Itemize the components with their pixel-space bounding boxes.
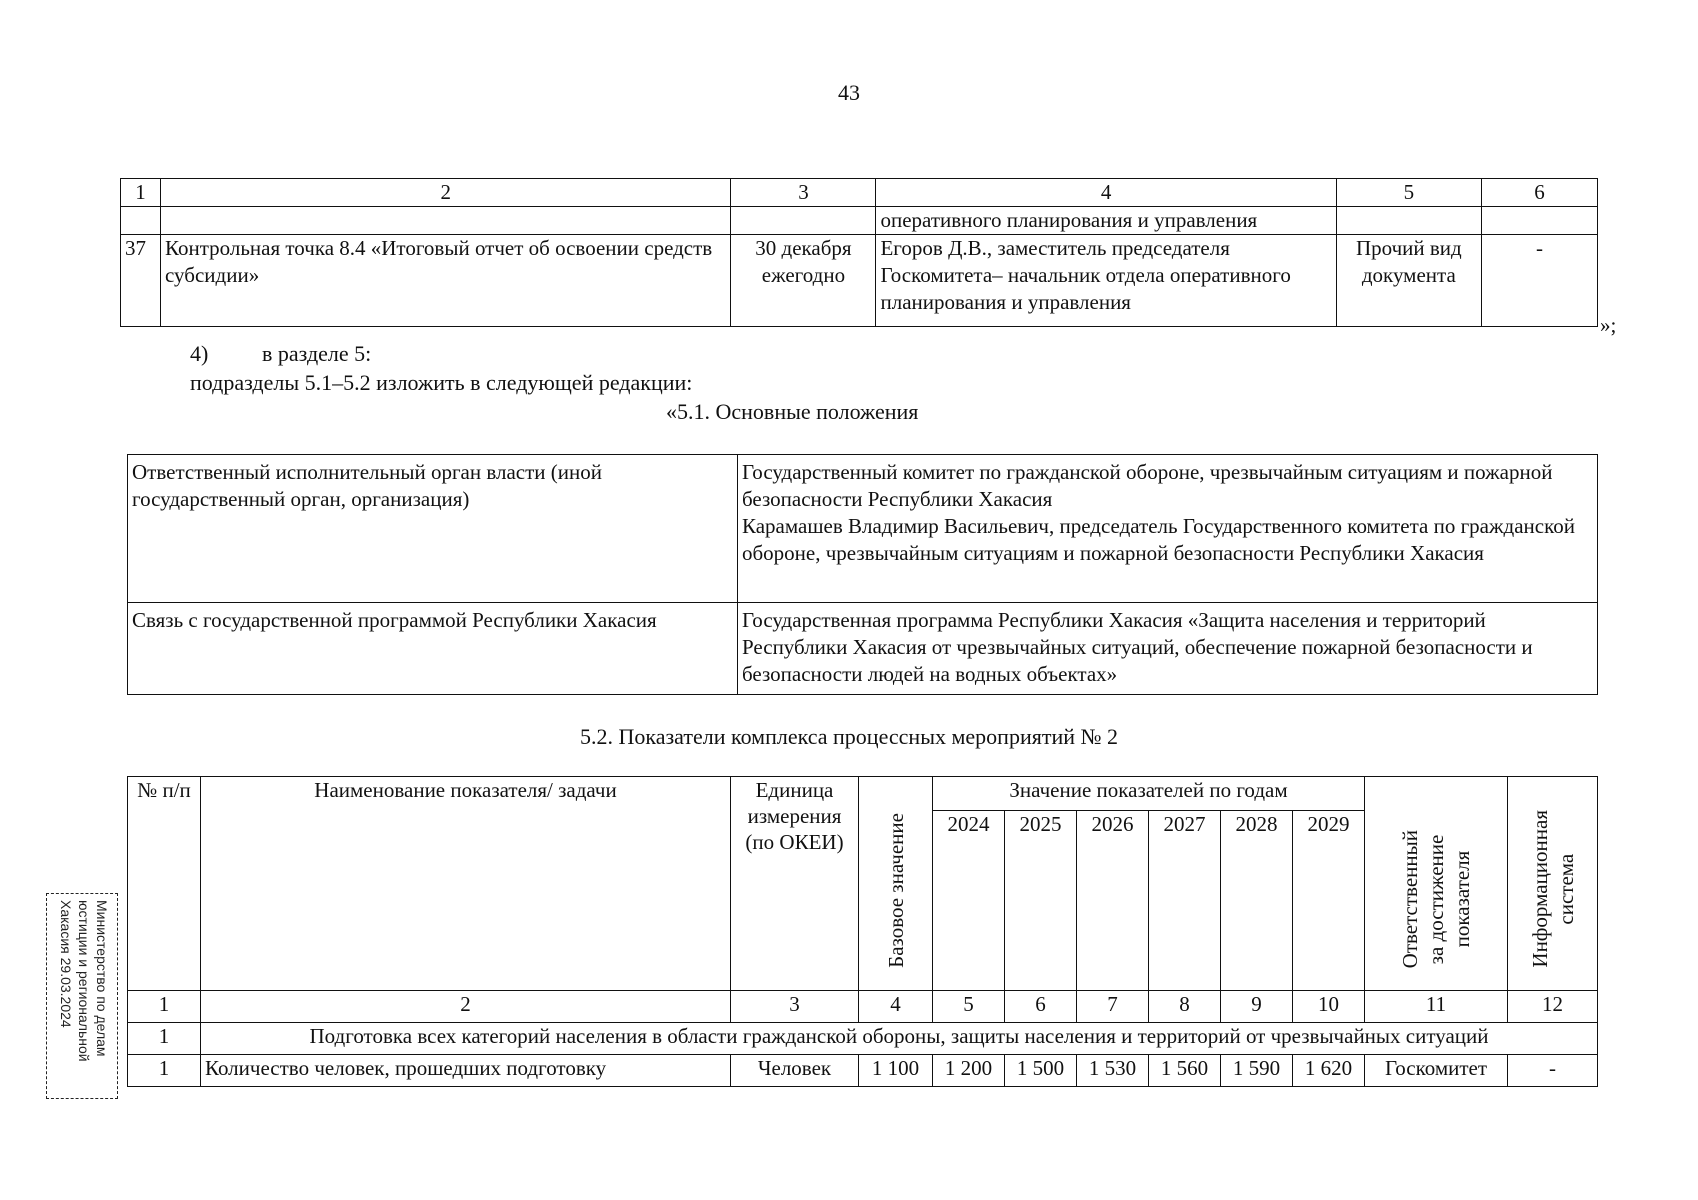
value-line: Карамашев Владимир Васильевич, председатель Государственного комитета по гражданской обороне, чрезвычайным ситуациям и пожарной безопасности Республики Хакасия — [742, 514, 1575, 565]
col-header-1: 1 — [121, 179, 161, 207]
table-row — [128, 603, 1598, 695]
task-text: Подготовка всех категорий населения в области гражданской обороны, защиты населения и территорий от чрезвычайных ситуаций — [201, 1023, 1598, 1055]
control-point-name: Контрольная точка 8.4 «Итоговый отчет об освоении средств субсидии» — [161, 235, 731, 327]
header-responsible-text: Ответственный за достижение показателя — [1398, 829, 1474, 968]
table-header-row — [128, 777, 1598, 811]
col-number: 1 — [128, 991, 201, 1023]
table-row — [128, 1055, 1598, 1087]
header-year: 2024 — [933, 811, 1005, 991]
header-base-value — [859, 777, 933, 991]
row-label: Связь с государственной программой Республики Хакасия — [128, 603, 738, 695]
value-line: Государственный комитет по гражданской обороне, чрезвычайным ситуациям и пожарной безопасности Республики Хакасия — [742, 460, 1553, 511]
section-title-5-1: «5.1. Основные положения — [666, 399, 919, 424]
header-year: 2026 — [1077, 811, 1149, 991]
control-point-responsible: Егоров Д.В., заместитель председателя Госкомитета– начальник отдела оперативного планирования и управления — [876, 235, 1336, 327]
indicator-base: 1 100 — [859, 1055, 933, 1087]
header-values-group: Значение показателей по годам — [933, 777, 1365, 811]
indicator-system: - — [1508, 1055, 1598, 1087]
indicator-value: 1 500 — [1005, 1055, 1077, 1087]
header-name: Наименование показателя/ задачи — [201, 777, 731, 991]
table-row — [128, 455, 1598, 603]
table-indicators — [127, 776, 1598, 1087]
column-number-row — [128, 991, 1598, 1023]
indicator-name: Количество человек, прошедших подготовку — [201, 1055, 731, 1087]
table-row — [121, 235, 1598, 327]
closing-quote: »; — [1600, 313, 1617, 337]
stamp-line: Министерство по делам — [94, 900, 110, 1057]
header-responsible — [1365, 777, 1508, 991]
col-number: 6 — [1005, 991, 1077, 1023]
indicator-value: 1 590 — [1221, 1055, 1293, 1087]
stamp-text — [53, 900, 111, 1090]
indicator-unit: Человек — [731, 1055, 859, 1087]
col-header-5: 5 — [1336, 179, 1481, 207]
date-line-2: ежегодно — [761, 263, 846, 287]
task-row — [128, 1023, 1598, 1055]
header-year: 2027 — [1149, 811, 1221, 991]
col-header-6: 6 — [1481, 179, 1597, 207]
registration-stamp — [46, 893, 118, 1099]
indicator-responsible: Госкомитет — [1365, 1055, 1508, 1087]
col-number: 2 — [201, 991, 731, 1023]
header-year: 2028 — [1221, 811, 1293, 991]
col-number: 7 — [1077, 991, 1149, 1023]
control-point-col6: - — [1481, 235, 1597, 327]
indicator-value: 1 200 — [933, 1055, 1005, 1087]
col-header-3: 3 — [731, 179, 876, 207]
stamp-line: Хакасия 29.03.2024 — [58, 900, 74, 1028]
col-number: 10 — [1293, 991, 1365, 1023]
item-number: 4) — [190, 341, 209, 366]
header-number: № п/п — [128, 777, 201, 991]
table-header-row — [121, 179, 1598, 207]
section-title-5-2: 5.2. Показатели комплекса процессных мероприятий № 2 — [579, 724, 1118, 749]
header-info-system — [1508, 777, 1598, 991]
table-row — [121, 207, 1598, 235]
header-year: 2029 — [1293, 811, 1365, 991]
date-line-1: 30 декабря — [755, 236, 852, 260]
header-unit: Единица измерения (по ОКЕИ) — [731, 777, 859, 991]
control-point-date — [731, 235, 876, 327]
indicator-number: 1 — [128, 1055, 201, 1087]
page-number: 43 — [838, 80, 860, 105]
header-info-system-text: Информационная система — [1527, 810, 1578, 968]
col-number: 12 — [1508, 991, 1598, 1023]
col-number: 5 — [933, 991, 1005, 1023]
col-header-4: 4 — [876, 179, 1336, 207]
stamp-line: юстиции и региональной — [76, 900, 92, 1062]
continuation-text: оперативного планирования и управления — [876, 207, 1336, 235]
item-text: в разделе 5: — [262, 341, 372, 366]
control-point-doc-type: Прочий вид документа — [1336, 235, 1481, 327]
indicator-value: 1 530 — [1077, 1055, 1149, 1087]
indicator-value: 1 620 — [1293, 1055, 1365, 1087]
header-base-value-text: Базовое значение — [883, 813, 908, 968]
col-number: 11 — [1365, 991, 1508, 1023]
row-number: 37 — [121, 235, 161, 327]
col-number: 3 — [731, 991, 859, 1023]
table-main-provisions — [127, 454, 1598, 695]
indicator-value: 1 560 — [1149, 1055, 1221, 1087]
col-number: 8 — [1149, 991, 1221, 1023]
row-value — [738, 455, 1598, 603]
row-value: Государственная программа Республики Хакасия «Защита населения и территорий Республики Хакасия от чрезвычайных ситуаций, обеспечение пожарной безопасности и безопасности людей на водных объектах» — [738, 603, 1598, 695]
col-number: 9 — [1221, 991, 1293, 1023]
col-header-2: 2 — [161, 179, 731, 207]
task-number: 1 — [128, 1023, 201, 1055]
col-number: 4 — [859, 991, 933, 1023]
header-year: 2025 — [1005, 811, 1077, 991]
table-control-points — [120, 178, 1598, 327]
row-label: Ответственный исполнительный орган власти (иной государственный орган, организация) — [128, 455, 738, 603]
item-text-line2: подразделы 5.1–5.2 изложить в следующей редакции: — [190, 370, 693, 395]
